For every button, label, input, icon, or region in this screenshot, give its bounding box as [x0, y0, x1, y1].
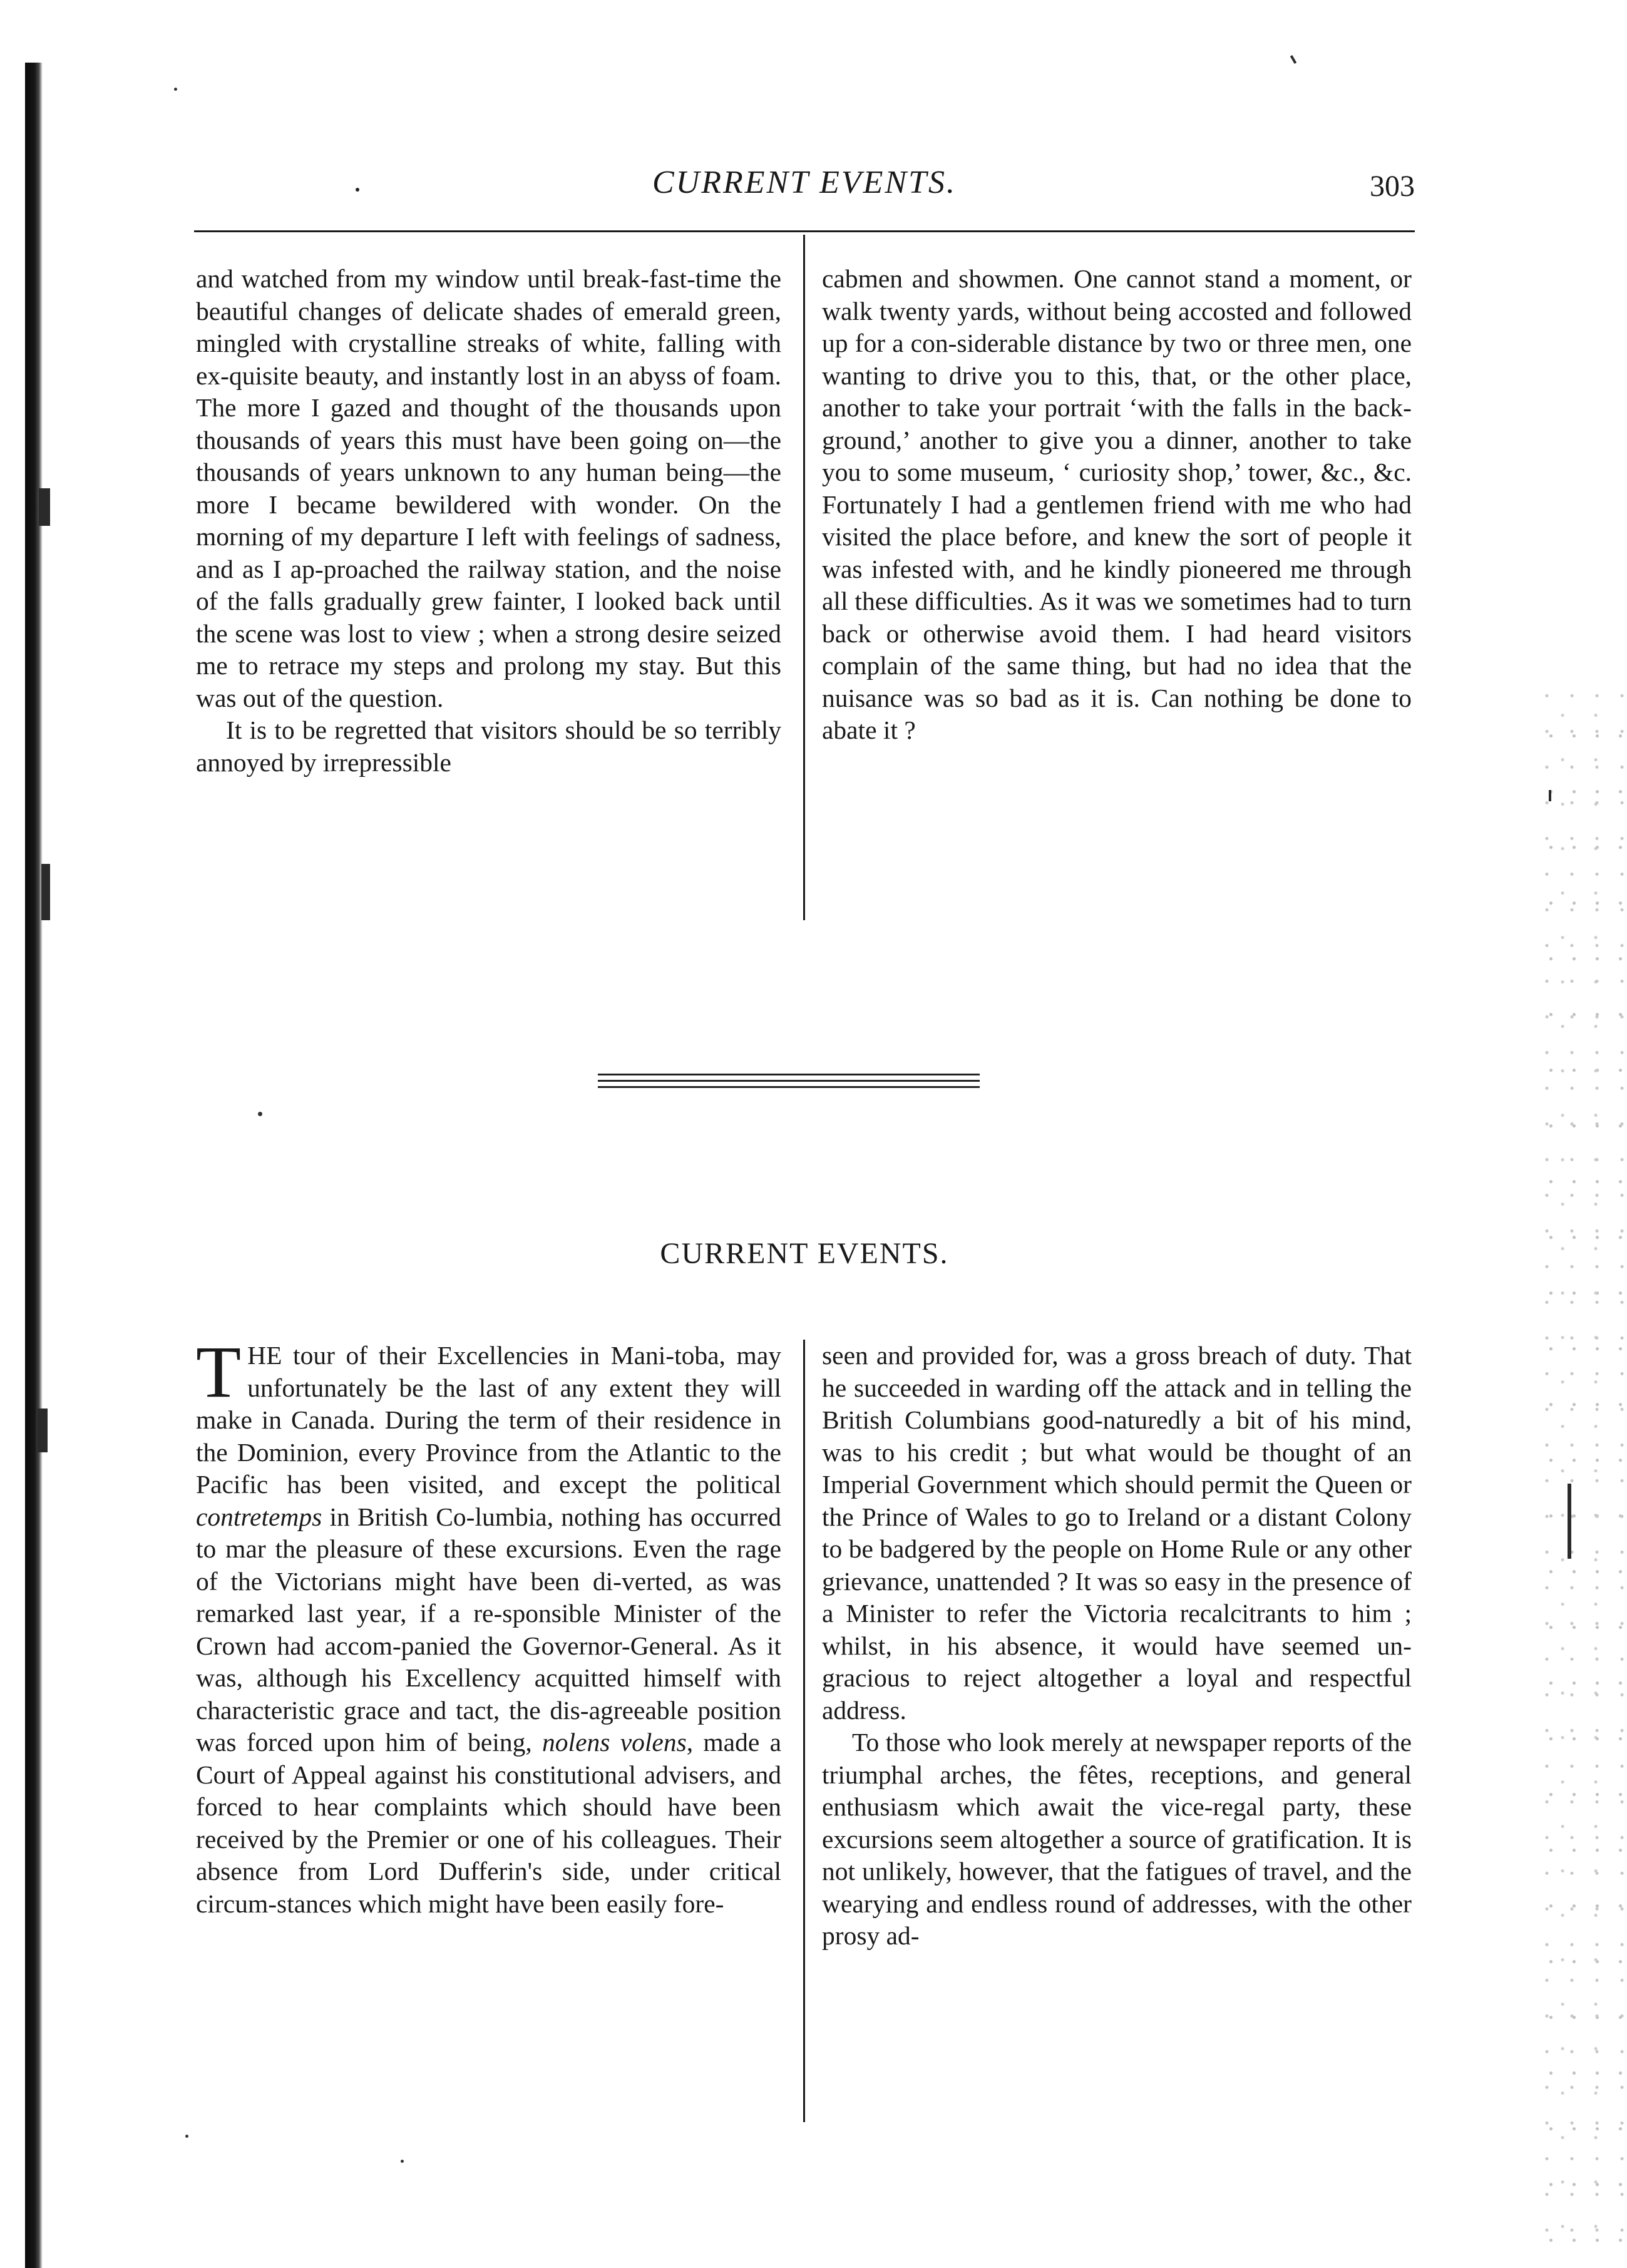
- scan-edge-noise: [1539, 689, 1627, 2254]
- scan-edge-mark: [1549, 790, 1551, 801]
- section-paragraph: To those who look merely at newspaper reports of the triumphal arches, the fêtes, receptions, and general enthusiasm which await the vice-regal party, these excursions seem altogether a source of gratification. It is not unlikely, however, that the fatigues of travel, and the wearying and endless round of addresses, with the other prosy ad-: [822, 1728, 1412, 1950]
- section-right-column: [822, 1340, 1412, 1952]
- stray-mark: [185, 2135, 188, 2138]
- section-paragraph: [196, 1331, 781, 1920]
- section-heading: CURRENT EVENTS.: [660, 1237, 949, 1270]
- article-paragraph: It is to be regretted that visitors should be so terribly annoyed by irrepressible: [196, 716, 781, 777]
- section-text: , made a Court of Appeal against his constitutional advisers, and forced to hear complaints which should have been received by the Premier or one of his colleagues. Their absence from Lord Dufferin's side, under critical circum-stances which might have been easily fore-: [196, 1728, 781, 1918]
- italic-term: nolens volens: [542, 1728, 687, 1757]
- binding-speck: [39, 488, 50, 526]
- stray-mark: [174, 88, 177, 91]
- italic-term: contretemps: [196, 1502, 322, 1531]
- stray-mark: [401, 2160, 404, 2163]
- header-rule: [194, 230, 1415, 232]
- section-text: in British Co-lumbia, nothing has occurred to mar the pleasure of these excursions. Even the rage of the Victorians might have been di-verted, as was remarked last year, if a re-sponsible Minister of the Crown had accom-panied the Governor-General. As it was, although his Excellency acquitted himself with characteristic grace and tact, the dis-agreeable position was forced upon him of being,: [196, 1502, 781, 1757]
- article-paragraph: and watched from my window until break-fast-time the beautiful changes of delicate shades of emerald green, mingled with crystalline streaks of white, falling with ex-quisite beauty, and instantly lost in an abyss of foam. The more I gazed and thought of the thousands upon thousands of years this must have been going on—the thousands of years unknown to any human being—the more I became bewildered with wonder. On the morning of my departure I left with feelings of sadness, and as I ap-proached the railway station, and the noise of the falls gradually grew fainter, I looked back until the scene was lost to view ; when a strong desire seized me to retrace my steps and prolong my stay. But this was out of the question.: [196, 264, 781, 712]
- section-separator: [598, 1074, 980, 1075]
- column-rule: [803, 235, 805, 920]
- running-header: [194, 164, 1415, 214]
- binding-speck: [41, 864, 50, 920]
- binding-speck: [38, 1409, 48, 1452]
- scan-edge-mark: [1568, 1484, 1571, 1559]
- article-left-column: [196, 263, 781, 779]
- section-text: HE tour of their Excellencies in Mani-toba, may unfortunately be the last of any extent they will make in Canada. During the term of their residence in the Dominion, every Province from the Atlantic to the Pacific has been visited, and except the political: [196, 1341, 781, 1499]
- scan-edge-mark: [1290, 55, 1296, 64]
- drop-cap: T: [196, 1331, 242, 1413]
- article-right-column: [822, 263, 1412, 747]
- stray-mark: [258, 1112, 262, 1116]
- section-paragraph: seen and provided for, was a gross breach of duty. That he succeeded in warding off the attack and in telling the British Columbians good-naturedly a bit of his mind, was to his credit ; but what would be thought of an Imperial Government which should permit the Queen or the Prince of Wales to go to Ireland or a distant Colony to be badgered by the people on Home Rule or any other grievance, unattended ? It was so easy in the presence of a Minister to refer the Victoria recalcitrants to him ; whilst, in his absence, it would have seemed un-gracious to reject altogether a loyal and respectful address.: [822, 1341, 1412, 1725]
- column-rule: [803, 1340, 805, 2122]
- article-paragraph: cabmen and showmen. One cannot stand a moment, or walk twenty yards, without being accosted and followed up for a con-siderable distance by two or three men, one wanting to drive you to this, that, or the other place, another to take your portrait ‘with the falls in the back-ground,’ another to give you a dinner, another to take you to some museum, ‘ curiosity shop,’ tower, &c., &c. Fortunately I had a gentlemen friend with me who had visited the place before, and knew the sort of people it was infested with, and he kindly pioneered me through all these difficulties. As it was we sometimes had to turn back or otherwise avoid them. I had heard visitors complain of the same thing, but had no idea that the nuisance was so bad as it is. Can nothing be done to abate it ?: [822, 264, 1412, 744]
- section-left-column: [196, 1331, 781, 1920]
- section-separator: [598, 1086, 980, 1088]
- page-number: 303: [1370, 170, 1415, 203]
- binding-edge: [25, 63, 43, 2268]
- section-separator: [598, 1080, 980, 1082]
- running-title: CURRENT EVENTS.: [652, 165, 957, 200]
